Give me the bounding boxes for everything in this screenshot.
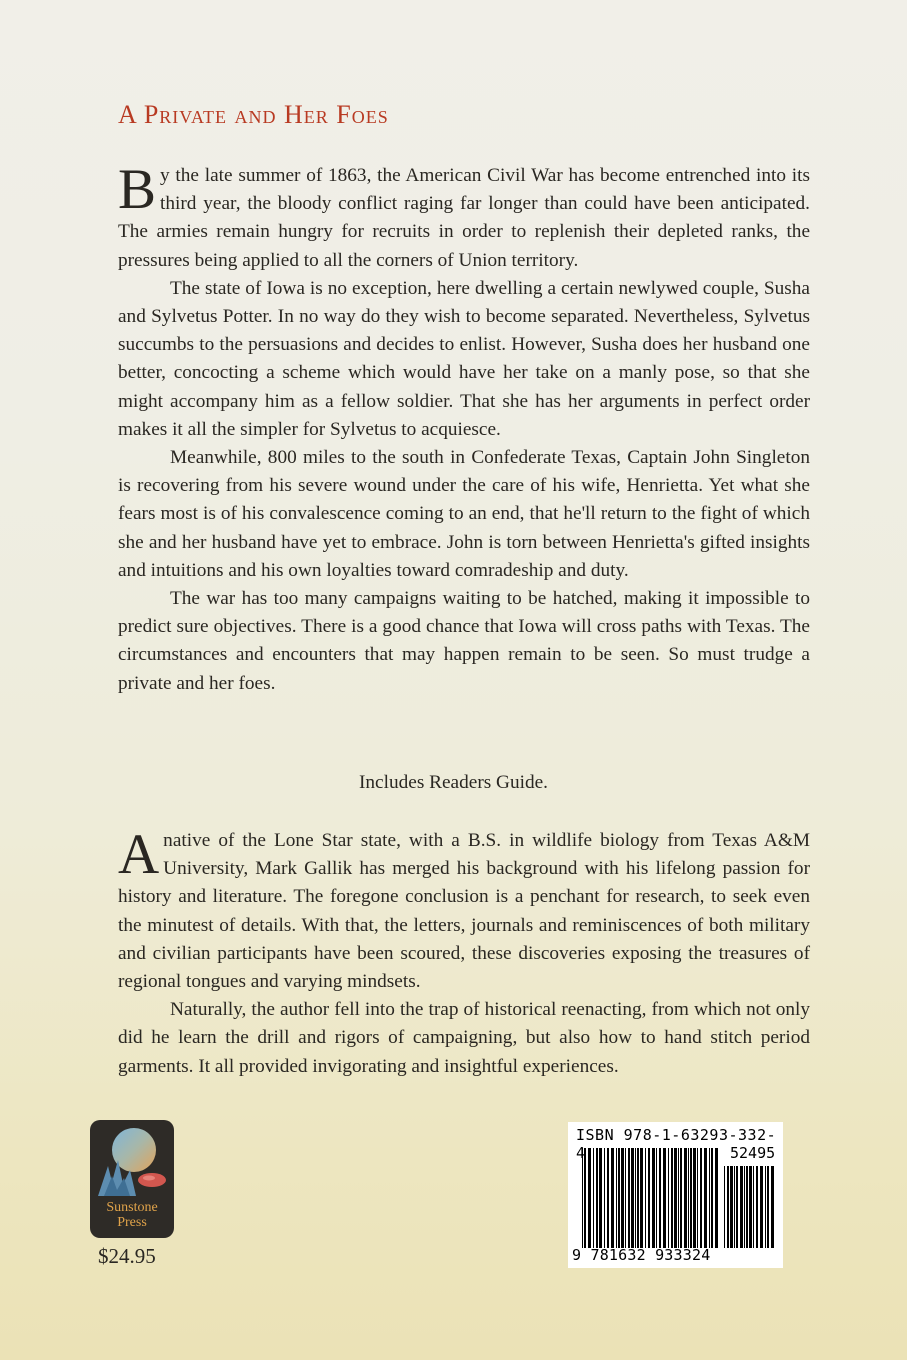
barcode-bar <box>756 1166 758 1248</box>
barcode-bar <box>734 1166 735 1248</box>
price: $24.95 <box>98 1244 156 1268</box>
barcode-bar <box>637 1148 639 1248</box>
barcode-bar <box>635 1148 636 1248</box>
barcode-bar <box>680 1148 682 1248</box>
barcode-bar <box>727 1166 729 1248</box>
barcode-bar <box>697 1148 698 1248</box>
barcode-bar <box>625 1148 626 1248</box>
publisher-name-line2: Press <box>117 1215 147 1230</box>
barcode-bar <box>736 1166 738 1248</box>
barcode-bar <box>631 1148 634 1248</box>
barcode-bar <box>607 1148 609 1248</box>
barcode-bar <box>724 1166 725 1248</box>
barcode-bar <box>604 1148 605 1248</box>
barcode-bar <box>709 1148 710 1248</box>
barcode-bar <box>688 1148 689 1248</box>
publisher-logo <box>90 1120 174 1238</box>
barcode-bar <box>668 1148 669 1248</box>
publisher-name-line1: Sunstone <box>106 1200 158 1215</box>
synopsis-paragraph-4: The war has too many campaigns waiting to be hatched, making it impossible to predict sure objectives. There is a good chance that Iowa will cross paths with Texas. The circumstances and encounters that may happen remain to be seen. So must trudge a private and her foes. <box>118 588 810 694</box>
barcode-bar <box>744 1166 745 1248</box>
barcode-bar <box>611 1148 614 1248</box>
barcode-bar <box>582 1148 583 1248</box>
dropcap-b: B <box>118 158 157 221</box>
barcode-bar <box>628 1148 630 1248</box>
barcode-bar <box>648 1148 650 1248</box>
barcode-bar <box>693 1148 696 1248</box>
barcode-bar <box>663 1148 666 1248</box>
barcode-bar <box>645 1148 646 1248</box>
barcode-bar <box>684 1148 687 1248</box>
barcode-bar <box>618 1148 620 1248</box>
barcode <box>568 1122 783 1268</box>
barcode-bar <box>704 1148 707 1248</box>
barcode-bar <box>621 1148 624 1248</box>
synopsis-paragraph-1 <box>118 158 810 275</box>
barcode-bar <box>588 1148 591 1248</box>
barcode-bar <box>746 1166 748 1248</box>
ean-digits: 9 781632 933324 <box>572 1246 711 1264</box>
book-title: A Private and Her Foes <box>118 100 389 129</box>
barcode-bar <box>760 1166 763 1248</box>
barcode-bar <box>674 1148 677 1248</box>
barcode-bar <box>671 1148 673 1248</box>
barcode-bar <box>771 1166 774 1248</box>
barcode-bar <box>678 1148 679 1248</box>
barcode-bar <box>659 1148 661 1248</box>
barcode-bar <box>715 1148 718 1248</box>
bio-paragraph-1-text: native of the Lone Star state, with a B.S. in wildlife biology from Texas A&M University, Mark Gallik has merged his background with his lifelong passion for history and literature. The foregone conclusion is a penchant for research, to seek even the minutest of details. With that, the letters, journals and reminiscences of both military and civilian participants have been scoured, these discoveries exposing the treasures of regional tongues and varying mindsets. <box>118 830 810 993</box>
synopsis-paragraph-1-text: y the late summer of 1863, the American Civil War has become entrenched into its third year, the bloody conflict raging far longer than could have been anticipated. The armies remain hungry for recruits in order to replenish their depleted ranks, the pressures being applied to all the corners of Union territory. <box>118 165 810 271</box>
synopsis-paragraph-3: Meanwhile, 800 miles to the south in Confederate Texas, Captain John Singleton is recovering from his severe wound under the care of his wife, Henrietta. Yet what she fears most is of his convalescence coming to an end, that he'll return to the fight of which she and her husband have yet to embrace. John is torn between Henrietta's gifted insights and intuitions and his own loyalties toward comradeship and duty. <box>118 447 810 581</box>
barcode-bar <box>753 1166 754 1248</box>
barcode-bar <box>740 1166 743 1248</box>
barcode-bar <box>640 1148 643 1248</box>
isbn-label: ISBN 978-1-63293-332-4 <box>576 1126 777 1162</box>
barcode-bar <box>711 1148 713 1248</box>
bio-paragraph-2: Naturally, the author fell into the trap of historical reenacting, from which not only did he learn the drill and rigors of campaigning, but also how to hand stitch period garments. It all provided invigorating and insightful experiences. <box>118 999 810 1077</box>
synopsis-paragraph-2: The state of Iowa is no exception, here dwelling a certain newlywed couple, Susha and Sylvetus Potter. In no way do they wish to become separated. Nevertheless, Sylvetus succumbs to the persuasions and decides to enlist. However, Susha does her husband one better, concocting a scheme which would have her take on a manly pose, so that she might accompany him as a fellow soldier. That she has her arguments in perfect order makes it all the simpler for Sylvetus to acquiesce. <box>118 277 810 440</box>
barcode-bar <box>690 1148 692 1248</box>
barcode-bar <box>584 1148 586 1248</box>
barcode-bar <box>730 1166 733 1248</box>
barcode-bar <box>749 1166 752 1248</box>
dropcap-a: A <box>118 823 160 886</box>
price-code: 52495 <box>730 1144 776 1162</box>
barcode-bar <box>599 1148 602 1248</box>
barcode-bar <box>616 1148 617 1248</box>
barcode-bar <box>700 1148 702 1248</box>
sunstone-logo-icon <box>90 1120 174 1200</box>
synopsis <box>118 158 810 698</box>
barcode-bar <box>656 1148 657 1248</box>
bio-paragraph-1 <box>118 823 810 996</box>
barcode-bar <box>652 1148 655 1248</box>
barcode-bar <box>767 1166 769 1248</box>
barcode-bar <box>593 1148 594 1248</box>
author-bio <box>118 823 810 1081</box>
barcode-bar <box>596 1148 598 1248</box>
readers-guide-note: Includes Readers Guide. <box>359 772 548 793</box>
barcode-bar <box>765 1166 766 1248</box>
